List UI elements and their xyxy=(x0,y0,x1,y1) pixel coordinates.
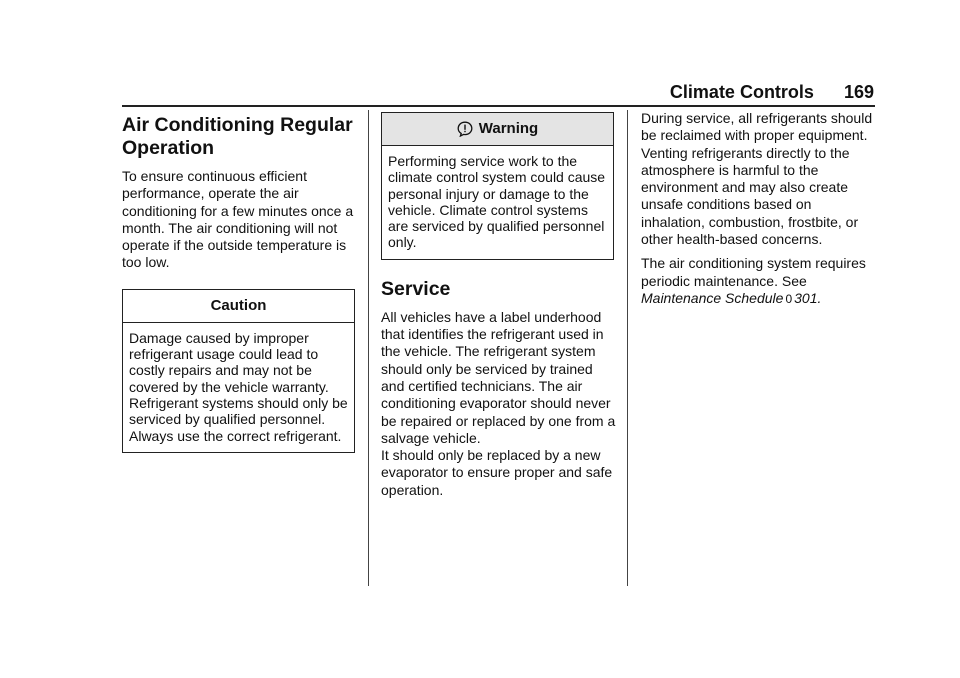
page-header xyxy=(670,82,874,103)
page-reference-icon: 0 xyxy=(785,291,793,306)
ac-operation-paragraph: To ensure continuous efficient performance, operate the air conditioning for a few minutes once a month. The air conditioning will not operate if the outside temperature is too low. xyxy=(122,168,354,271)
warning-icon xyxy=(457,121,473,137)
maintenance-schedule-link[interactable] xyxy=(641,290,821,306)
service-heading: Service xyxy=(381,277,451,300)
column-divider-right xyxy=(627,110,628,586)
maintenance-paragraph xyxy=(641,255,879,308)
column-divider-left xyxy=(368,110,369,586)
ac-operation-heading xyxy=(122,114,358,160)
caution-title: Caution xyxy=(123,290,354,323)
chapter-title: Climate Controls xyxy=(669,82,814,102)
column-2 xyxy=(381,110,616,499)
refrigerant-paragraph: During service, all refrigerants should be reclaimed with proper equipment. Venting refrigerants directly to the atmosphere is harmful to the environment and may also create unsafe conditions based on inhalation, combustion, frostbite, or other health-based concerns. xyxy=(641,110,873,248)
service-paragraph-2: It should only be replaced by a new evaporator to ensure proper and safe operation. xyxy=(381,447,613,498)
header-rule xyxy=(122,105,875,107)
warning-box xyxy=(381,112,614,260)
warning-body: Performing service work to the climate control system could cause personal injury or damage to the vehicle. Climate control systems are serviced by qualified personnel only. xyxy=(388,153,606,251)
caution-box xyxy=(122,289,355,453)
caution-body: Damage caused by improper refrigerant usage could lead to costly repairs and may not be covered by the vehicle warranty. Refrigerant systems should only be serviced by qualified personnel. Always use the correct refrigerant. xyxy=(129,329,348,444)
column-3 xyxy=(641,110,879,308)
ac-heading-line-2: Operation xyxy=(122,137,215,159)
column-1 xyxy=(122,110,358,453)
page-number: 169 xyxy=(843,82,874,102)
warning-header xyxy=(382,113,613,146)
maintenance-link-page[interactable]: 301. xyxy=(794,289,822,306)
ac-heading-line-1: Air Conditioning Regular xyxy=(122,114,353,136)
service-paragraph: All vehicles have a label underhood that identifies the refrigerant used in the vehicle. The refrigerant system should only be serviced by trained and certified technicians. The air conditioning evaporator should never be repaired or replaced by one from a salvage vehicle. xyxy=(381,308,616,446)
maintenance-text: The air conditioning system requires periodic maintenance. See xyxy=(641,255,866,289)
warning-title: Warning xyxy=(478,120,539,138)
maintenance-link-text[interactable]: Maintenance Schedule xyxy=(641,289,784,306)
